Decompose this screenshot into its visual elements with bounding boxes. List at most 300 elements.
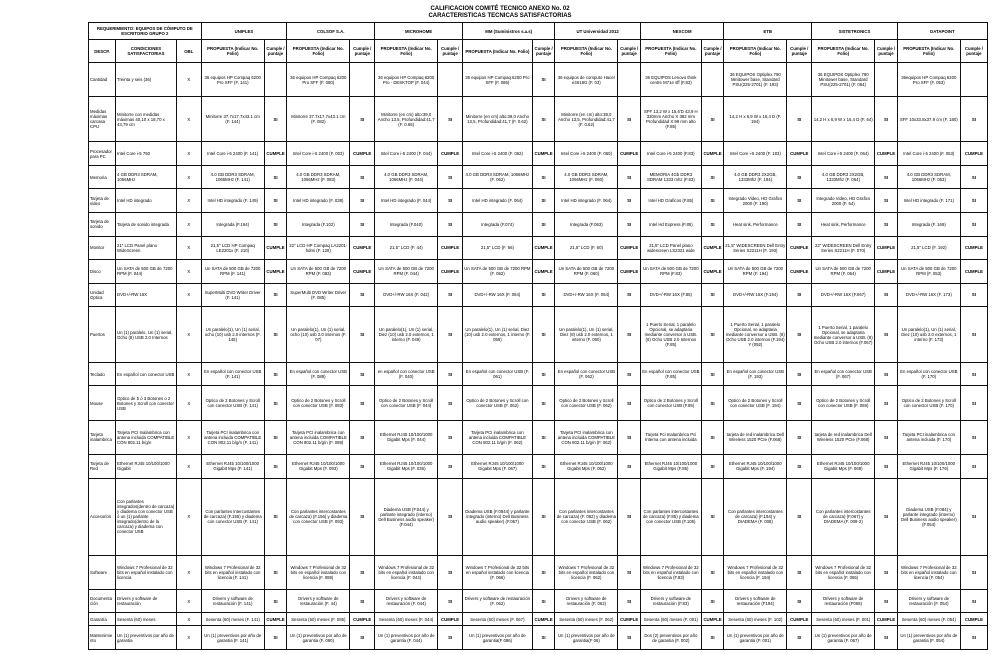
comply-cell: CUMPLE [264, 142, 287, 166]
comply-cell: CUMPLE [875, 613, 898, 626]
proposal-cell: Ethernet RJ45 10/100/1000 Gigabit Mps (F. 069) [812, 454, 875, 478]
proposal-cell: Minitorre (en cm) alto:39,0 Ancho 13,5, Profundidad:41,7 (F. 0.65) [375, 97, 438, 142]
comply-cell: SI [960, 420, 987, 454]
comply-cell: SI [618, 189, 641, 213]
comply-cell: SI [350, 555, 375, 589]
proposal-cell: Un SATA de 500 GB de 7200 RPM (F. 044) [375, 260, 438, 284]
row-obl-mark: X [176, 212, 201, 236]
proposal-cell: Con parlantes intercostantes de carcaza) (F.156) y diadema con conector USB (F. 093) [287, 478, 350, 555]
proposal-cell: Tarjeta PCI inalambrica con antena incluida COMPATIBLE CON 802.11 b/g/n (F. 141) [201, 420, 264, 454]
comply-column-header: Cumple / puntaje [618, 40, 641, 63]
proposal-cell: Ethernet RJ45 10/100/1000 Gigabit Mps (F. 044) [375, 420, 438, 454]
row-obl-mark: X [176, 362, 201, 386]
proposal-cell: Diadema USB (F.084) y parlante integrado (interno) Dell Business audio speaker) (F.054) [897, 478, 960, 555]
comply-cell: SI [701, 283, 724, 307]
proposal-cell: En español con conector USB (F.85) [640, 362, 701, 386]
comply-cell: SI [350, 454, 375, 478]
comply-cell: SI [787, 420, 812, 454]
proposal-column-header: PROPUESTA (Indicar No. Folio) [897, 40, 960, 63]
comply-cell [701, 63, 724, 97]
comply-cell: SI [960, 555, 987, 589]
row-description: Documentación [89, 589, 116, 613]
proposal-cell: Optico de 2 Botones y Scroll con conector USB (F. 044) [375, 386, 438, 420]
proposal-cell: Sesenta (60) meses (F. 062) [555, 613, 618, 626]
proposal-cell: Un SATA de 500 GB de 7200 RPM (F. 194) [724, 260, 787, 284]
comply-cell: SI [264, 478, 287, 555]
proposal-cell: SuperMulti DVD Writer Driver (F. 085) [287, 283, 350, 307]
row-condition: Con parlantes integrados(dentro de carcaza) y diadema con conector USB ó un (1) parlante integrado(dentro de la carcaza) y diadema con conector USB [116, 478, 177, 555]
proposal-cell: Drivers y software de restauración (F. 062) [462, 589, 532, 613]
comply-cell [960, 63, 987, 97]
proposal-cell: Un (1) preventivos por año de garantia(F 06) [555, 626, 618, 650]
proposal-cell: 4.0 GB DDR3 SDRAM, 1066MHz (F. 083) [287, 165, 350, 189]
obl-column-header: OBL [176, 40, 201, 63]
comply-column-header: Cumple / puntaje [264, 40, 287, 63]
proposal-cell: Integrada (F.040) [375, 212, 438, 236]
row-obl-mark: X [176, 307, 201, 363]
row-description: Software [89, 555, 116, 589]
comply-cell: SI [532, 478, 555, 555]
proposal-cell: 22" LCD HP Compaq LA2201-hdmi (F. 128) [287, 236, 350, 260]
comply-cell: SI [875, 555, 898, 589]
proposal-cell: Windows 7 Profesional de 32 bits en español instalado con licencia (F. 066) [462, 555, 532, 589]
proposal-cell: Con parlantes intercostantes de carcaza) (F.194) y DIADEMA (F. 008) [724, 478, 787, 555]
row-description: Monitor [89, 236, 116, 260]
comply-cell: SI [532, 63, 555, 97]
comply-cell: CUMPLE [532, 613, 555, 626]
comply-cell: SI [618, 307, 641, 363]
table-row [89, 236, 988, 260]
proposal-cell: Minitorre 37.7x17.7x43.1 cm (F. 082) [287, 97, 350, 142]
comply-cell: CUMPLE [875, 236, 898, 260]
comply-cell: CUMPLE [438, 613, 463, 626]
comply-cell: SI [618, 283, 641, 307]
comply-cell: SI [264, 212, 287, 236]
comply-cell: SI [787, 454, 812, 478]
comply-cell: SI [787, 212, 812, 236]
comply-cell: CUMPLE [532, 260, 555, 284]
comply-cell: CUMPLE [618, 142, 641, 166]
proposal-cell: 36 EQUIPOS Lenovo think centre M71e sff (F.83) [640, 63, 701, 97]
comply-cell: CUMPLE [960, 236, 987, 260]
comply-column-header: Cumple / puntaje [875, 40, 898, 63]
proposal-cell: 4.0 GB DDR3 SDRAM, 1066MHz (F. 044) [375, 165, 438, 189]
proposal-cell: Intel Core i-5 2400 (F. 062) [462, 142, 532, 166]
proposal-cell: MEMORIA 4Gb DDR3 SDRAM 1333 mhz (F.83) [640, 165, 701, 189]
table-row [89, 626, 988, 650]
proposal-cell: Optico de 2 Botones y Scroll con conector USB (F. 170) [897, 386, 960, 420]
proposal-cell: 36 equipos de computo Hacer e4618G (F. 03) [555, 63, 618, 97]
table-row [89, 189, 988, 213]
comply-cell: SI [875, 478, 898, 555]
table-row [89, 420, 988, 454]
row-condition: 4 GB DDR3 SDRAM, 1066MHz [116, 165, 177, 189]
proposal-cell: Integrada (F.074) [462, 212, 532, 236]
comply-cell: SI [264, 589, 287, 613]
table-row [89, 555, 988, 589]
company-header-uniples: UNIPLES [201, 23, 287, 40]
comply-cell: CUMPLE [438, 236, 463, 260]
row-obl-mark: X [176, 478, 201, 555]
comply-cell: SI [350, 283, 375, 307]
comply-cell: SI [787, 555, 812, 589]
proposal-cell: 4.0 GB DDR3 SDRAM, 1066MHz (F. 060) [555, 165, 618, 189]
proposal-column-header: PROPUESTA (Indicar No. Folio) [462, 40, 532, 63]
proposal-cell: Sesenta (60) meses (F. 001) [640, 613, 701, 626]
comply-cell: CUMPLE [701, 236, 724, 260]
proposal-cell: Un (1) preventivos por año de garantia (F. 054) [897, 626, 960, 650]
proposal-cell: Un (1) preventivos por año de garantia (F. 001) [724, 626, 787, 650]
proposal-cell: En español con conector USB (F. 141) [201, 362, 264, 386]
proposal-cell: Sesenta (60) meses (F. 085) [287, 613, 350, 626]
row-description: Tarjeta inalambrica [89, 420, 116, 454]
proposal-cell: Heat sink, Performance [812, 212, 875, 236]
row-condition: Tarjeta de sonido integrada [116, 212, 177, 236]
proposal-cell: Intel Core i-5 2400 (F.83) [640, 142, 701, 166]
proposal-cell: Intel HD integrado (F. 064) [555, 189, 618, 213]
proposal-cell: Ethernet RJ45 10/100/1000 Gigabit Mps (F. 062) [555, 454, 618, 478]
proposal-cell: DVD+/-RW 16X (F. 173) [897, 283, 960, 307]
comply-cell: SI [787, 189, 812, 213]
comply-cell: SI [618, 454, 641, 478]
row-obl-mark: X [176, 283, 201, 307]
row-condition: Tarjeta PCI Inalambrica con antena incluida COMPATIBLE CON 802.11 b/g/n [116, 420, 177, 454]
proposal-cell: Optico de 2 Botones y Scroll con conector USB (F.85) [640, 386, 701, 420]
proposal-cell: Un (1) preventivos por año de garantia (F. 067) [812, 626, 875, 650]
proposal-cell: En español con conector USB (F. 193) [724, 362, 787, 386]
proposal-cell: Un paralelo(1), Un (1) serial, ocho (10) usb 2.0 internos (F. 145) [201, 307, 264, 363]
proposal-column-header: PROPUESTA (Indicar No. Folio) [555, 40, 618, 63]
comply-cell: SI [960, 386, 987, 420]
proposal-cell: Drivers y software de restauración (F. 044) [375, 589, 438, 613]
comply-column-header: Cumple / puntaje [787, 40, 812, 63]
proposal-cell: Diadema USB (F.044) y parlante integrado (interno) Dell Business audio speaker) (F.044) [375, 478, 438, 555]
document-subtitle: CARACTERISTICAS TECNICAS SATISFACTORIAS [428, 13, 572, 19]
proposal-cell: Intel Hd Express (F.85) [640, 212, 701, 236]
comply-cell: SI [875, 420, 898, 454]
comply-cell: SI [787, 283, 812, 307]
proposal-cell: Un SATA de 500 GB de 7200 RPM (F. 053) [897, 260, 960, 284]
comply-cell: CUMPLE [701, 260, 724, 284]
comply-cell: SI [787, 386, 812, 420]
row-description: Accesorios [89, 478, 116, 555]
comply-cell: SI [618, 555, 641, 589]
row-obl-mark: X [176, 613, 201, 626]
comply-cell: SI [618, 478, 641, 555]
proposal-cell: en español con conector USB (F. 040) [375, 362, 438, 386]
comply-cell: CUMPLE [787, 236, 812, 260]
row-description: Mouse [89, 386, 116, 420]
comply-cell: SI [532, 189, 555, 213]
proposal-cell: Ethernet RJ45 10/100/1000 Gigabit Mps (F.85) [640, 454, 701, 478]
comply-cell: SI [438, 307, 463, 363]
proposal-cell: Sesenta (60) meses (F. 141) [201, 613, 264, 626]
table-row [89, 142, 988, 166]
comply-cell: SI [960, 307, 987, 363]
comply-cell [350, 63, 375, 97]
row-obl-mark: X [176, 189, 201, 213]
proposal-cell: Integrada (F. 169) [897, 212, 960, 236]
proposal-cell: 36equipos HP Compaq 6200 Pro SFF (F. 053) [897, 63, 960, 97]
proposal-cell: DVD+/-RW 16X (F.067) [812, 283, 875, 307]
comply-cell: SI [350, 189, 375, 213]
comply-cell: SI [960, 589, 987, 613]
comply-cell: SI [701, 386, 724, 420]
proposal-cell: Ethernet RJ45 10/100/1000 Gigabit Mps (F. 176) [897, 454, 960, 478]
proposal-column-header: PROPUESTA (Indicar No. Folio) [812, 40, 875, 63]
comply-cell: SI [264, 189, 287, 213]
proposal-cell: Drivers y software de restauración (F. 054) [897, 589, 960, 613]
proposal-cell: Drivers y software de restauración (F068) [812, 589, 875, 613]
row-obl-mark: X [176, 386, 201, 420]
comply-cell: SI [532, 589, 555, 613]
comply-cell: CUMPLE [532, 142, 555, 166]
comply-cell: SI [787, 307, 812, 363]
proposal-cell: SFF 10x33.8x37.9 cm (F. 180) [897, 97, 960, 142]
conditions-column-header: CONDICIONES SATISFACTORIAS [116, 40, 177, 63]
comply-cell: CUMPLE [960, 260, 987, 284]
proposal-cell: Optico de 2 Botones y Scroll con conector USB (F. 083) [287, 386, 350, 420]
proposal-cell: 21,5" LCD (F. 44) [375, 236, 438, 260]
row-condition: En español con conector USB [116, 362, 177, 386]
comply-cell: SI [532, 165, 555, 189]
comply-cell: SI [787, 589, 812, 613]
proposal-column-header: PROPUESTA (Indicar No. Folio) [201, 40, 264, 63]
document-title: CALIFICACION COMITÉ TECNICO ANEXO No. 02 [430, 6, 570, 12]
comply-cell: CUMPLE [875, 142, 898, 166]
proposal-cell: 21,5" LCD (F. 60) [555, 236, 618, 260]
table-row [89, 362, 988, 386]
proposal-cell: Intel HD integrado (F. 044) [375, 189, 438, 213]
proposal-column-header: PROPUESTA (Indicar No. Folio) [640, 40, 701, 63]
row-description: Memoria [89, 165, 116, 189]
comply-cell: SI [438, 212, 463, 236]
comply-cell: SI [701, 420, 724, 454]
comply-cell: SI [350, 626, 375, 650]
comply-cell: SI [701, 189, 724, 213]
comply-cell: SI [438, 362, 463, 386]
comply-cell: SI [875, 307, 898, 363]
proposal-cell: Integrado Video, HD Grafics 2000 (F. 190) [724, 189, 787, 213]
row-condition: Intel Core i-5 750 [116, 142, 177, 166]
comply-cell: SI [350, 589, 375, 613]
proposal-cell: En español con conector USB (F. 170) [897, 362, 960, 386]
comply-cell: SI [438, 626, 463, 650]
row-obl-mark: X [176, 165, 201, 189]
comply-cell: SI [960, 189, 987, 213]
table-row [89, 386, 988, 420]
comply-cell: SI [438, 386, 463, 420]
row-condition: Un SATA de 500 GB de 7200 RPM (F. 044) [116, 260, 177, 284]
proposal-cell: Sesenta (60) meses (F. 102) [724, 613, 787, 626]
proposal-cell: 14,2 H x 6,9 W x 16,4 D (F. 64) [812, 97, 875, 142]
comply-cell: SI [787, 165, 812, 189]
row-obl-mark: X [176, 626, 201, 650]
proposal-cell: Windows 7 Profesional de 32 bits en español instalado con licencia (F.83) [640, 555, 701, 589]
comply-cell: CUMPLE [438, 260, 463, 284]
table-row [89, 212, 988, 236]
proposal-cell: 4.0 GB DDR3 2X2GB, 1333Mhz (F. 194) [724, 165, 787, 189]
comply-cell: CUMPLE [532, 236, 555, 260]
comply-cell: CUMPLE [787, 613, 812, 626]
proposal-cell: DVD+/-RW 16X (F. 064) [462, 283, 532, 307]
comply-cell [787, 63, 812, 97]
comply-cell: SI [438, 420, 463, 454]
comply-cell: SI [960, 283, 987, 307]
row-obl-mark: X [176, 260, 201, 284]
proposal-cell: 36 equipos HP Compaq 6200 Pro SFF (F. 141) [201, 63, 264, 97]
proposal-cell: Intel Core i-5 2400 (F. 183) [724, 142, 787, 166]
proposal-cell: Sesenta (60) meses (F. 067) [462, 613, 532, 626]
table-row [89, 63, 988, 97]
proposal-cell: Un (1) preventivos por año de garantia (F. 141) [201, 626, 264, 650]
proposal-cell: Intel HD integrado (F. 064) [462, 189, 532, 213]
proposal-cell: 4.0 GB DDR3 SDRAM, 1066MHz (F. 062) [462, 165, 532, 189]
comply-cell: SI [875, 165, 898, 189]
comply-cell: SI [960, 478, 987, 555]
comply-column-header: Cumple / puntaje [701, 40, 724, 63]
requirement-header: REQUERIMIENTO: EQUIPOS DE CÓMPUTO DE ESCRITORIO GRUPO 2 [89, 23, 202, 40]
comply-cell: CUMPLE [350, 613, 375, 626]
comply-cell: SI [618, 97, 641, 142]
comply-cell: SI [787, 97, 812, 142]
comply-column-header: Cumple / puntaje [438, 40, 463, 63]
comply-cell: CUMPLE [264, 613, 287, 626]
proposal-cell: Intel Core i-5 2400 (F. 060) [555, 142, 618, 166]
comply-cell: SI [701, 97, 724, 142]
proposal-cell: DVD+/-RW 16X (F.194) [724, 283, 787, 307]
proposal-cell: 21,5" LCD HP Compaq LE2201x (F. 210) [201, 236, 264, 260]
proposal-cell: Intel Core i-5 2400 (F. 141) [201, 142, 264, 166]
proposal-cell: Optico de 2 Botones y Scroll con conector USB (F. 062) [555, 386, 618, 420]
proposal-cell: Ethernet RJ45 10/100/1000 Gigabit Mps (F. 141) [201, 454, 264, 478]
proposal-cell: Windows 7 Profesional de 32 bits en español instalado con licencia (F. 054) [897, 555, 960, 589]
row-description: Teclado [89, 362, 116, 386]
row-description: Unidad Optica [89, 283, 116, 307]
comply-cell: CUMPLE [618, 613, 641, 626]
row-obl-mark: X [176, 63, 201, 97]
comply-cell: SI [264, 307, 287, 363]
row-condition: DVD+/-RW 16X [116, 283, 177, 307]
proposal-cell: 1 Puerto Serial, 1 paralelo Opcional, se adaptaria mediante conversor a USB. (8) Ocho USB 2.0 internos (F.067) [812, 307, 875, 363]
proposal-column-header: PROPUESTA (Indicar No. Folio) [375, 40, 438, 63]
comply-column-header: Cumple / puntaje [960, 40, 987, 63]
proposal-cell: Con parlantes intercostantes de carcaza) (F.85) y diadema con conector USB (F.105) [640, 478, 701, 555]
comply-cell: CUMPLE [618, 260, 641, 284]
proposal-cell: Un SATA de 500 GB de 7200 RPM (F. 064) [812, 260, 875, 284]
proposal-cell: DVD+/-RW 16X (F. 042) [375, 283, 438, 307]
proposal-cell: Tarjeta PCI inalambrica con antena incluida COMPATIBLE CON 802.11 b/g/n (F. 062) [462, 420, 532, 454]
proposal-cell: 4.0 GB DDR3 SDRAM, 1066MHz (F. 141) [201, 165, 264, 189]
row-condition: Sesenta (60) meses [116, 613, 177, 626]
proposal-cell: 21,5" LCD Panel plano widescreen LS2321 wide [640, 236, 701, 260]
comply-cell: SI [350, 478, 375, 555]
proposal-cell: Minitorre (en cm) alto:39,0 Ancho 13,5, Profundidad:41,7 (F. 0.62) [462, 97, 532, 142]
proposal-cell: Windows 7 Profesional de 32 bits en español instalado con licencia (F. 044) [375, 555, 438, 589]
proposal-cell: Un SATA de 500 GB de 7200 RPM (F. 062) [462, 260, 532, 284]
comply-cell: SI [264, 555, 287, 589]
comply-cell: SI [618, 362, 641, 386]
table-row [89, 589, 988, 613]
proposal-cell: Diadema USB (F.0844) y parlante integrado (interno) Dell Business audio speaker) (F.067) [462, 478, 532, 555]
comply-cell: CUMPLE [264, 260, 287, 284]
comply-cell: SI [532, 362, 555, 386]
comply-cell: CUMPLE [960, 613, 987, 626]
comply-cell: SI [701, 362, 724, 386]
proposal-cell: Con parlantes intercostantes de carcaza) (F.155) y diadema con conector USB (F. 141) [201, 478, 264, 555]
proposal-cell: Drivers y software de restauración (F. 141) [201, 589, 264, 613]
proposal-cell: 36 equipos HP Compaq 6200 Pro SFF (F. 086) [462, 63, 532, 97]
proposal-cell: DVD+/-RW 16X (F.85) [640, 283, 701, 307]
comply-cell [618, 63, 641, 97]
proposal-cell: Un (1) preventivos por año de garantia (F. 044) [375, 626, 438, 650]
proposal-cell: Optico de 2 Botones y Scroll con conector USB (F. 141) [201, 386, 264, 420]
description-column-header: DESCP. [89, 40, 116, 63]
table-row [89, 613, 988, 626]
comply-cell: CUMPLE [701, 142, 724, 166]
comply-cell: SI [438, 283, 463, 307]
proposal-cell: Un SATA de 500 GB de 7200 RPM (F.83) [640, 260, 701, 284]
company-header-nexcom: NEXCOM [640, 23, 723, 40]
proposal-cell: Un paralelo(1), Un (1) serial, Diez (8) usb 2.0 externos, 1 interno (F. 060) [555, 307, 618, 363]
comply-cell: SI [960, 362, 987, 386]
comply-cell: SI [960, 626, 987, 650]
comply-cell: CUMPLE [350, 260, 375, 284]
proposal-cell: Ethernet RJ45 10/100/1000 Gigabit Mps (F. 194) [724, 454, 787, 478]
comply-cell: SI [264, 362, 287, 386]
comply-cell: SI [350, 97, 375, 142]
proposal-cell: En español con conector USB (F. 061) [462, 362, 532, 386]
comply-cell: SI [618, 589, 641, 613]
table-row [89, 307, 988, 363]
proposal-cell: Minitorre 37.7x17.7x43.1 cm (F. 144) [201, 97, 264, 142]
proposal-cell: Un paralelo(1), Un (1) serial, Diez (10) usb 2.0 externos, 1 interno (F. 059) [462, 307, 532, 363]
proposal-column-header: PROPUESTA (Indicar No. Folio) [287, 40, 350, 63]
comply-cell: SI [875, 97, 898, 142]
comply-cell: SI [350, 420, 375, 454]
proposal-cell: 36 equipos HP Compaq 6200 Pro - DESKTOP (F. 044) [375, 63, 438, 97]
table-row [89, 454, 988, 478]
company-header-sistetronics: SISTETRONICS [812, 23, 898, 40]
comply-cell: SI [264, 420, 287, 454]
proposal-cell: 36 equipos HP Compaq 6200 Pro SFF (F. 080) [287, 63, 350, 97]
proposal-cell: Un (1) preventivos por año de garantia (F. 090) [287, 626, 350, 650]
proposal-cell: Integrado Video, HD Grafics 2000 (F. 64) [812, 189, 875, 213]
comply-cell: SI [532, 420, 555, 454]
proposal-cell: Un paralelo(1), Un (1) serial, ocho (10) usb 2.0 internos (F. 07) [287, 307, 350, 363]
comply-cell: SI [618, 420, 641, 454]
comply-cell: CUMPLE [701, 613, 724, 626]
comply-cell: SI [960, 212, 987, 236]
proposal-cell: Intel Core i-5 2400 (F. 003) [287, 142, 350, 166]
comply-cell: SI [438, 454, 463, 478]
row-condition: Un (1) paralelo, Un (1) serial, Ocho (8) USB 2.0 Internos [116, 307, 177, 363]
comply-cell: CUMPLE [960, 142, 987, 166]
row-description: Tarjeta de video [89, 189, 116, 213]
comply-cell: SI [701, 212, 724, 236]
table-row [89, 165, 988, 189]
comply-cell [438, 63, 463, 97]
row-description: Cantidad [89, 63, 116, 97]
comply-cell: SI [532, 212, 555, 236]
comply-cell: SI [264, 165, 287, 189]
row-obl-mark: X [176, 97, 201, 142]
proposal-cell: Drivers y software de restauración (F. 062) [555, 589, 618, 613]
company-header-etb: ETB [724, 23, 812, 40]
proposal-cell: Intel HD integrado (F. 038) [287, 189, 350, 213]
proposal-cell: Windows 7 Profesional de 32 bits en español instalado con licencia (F. 089) [287, 555, 350, 589]
company-header-ut: UT Universidad 2012 [555, 23, 641, 40]
